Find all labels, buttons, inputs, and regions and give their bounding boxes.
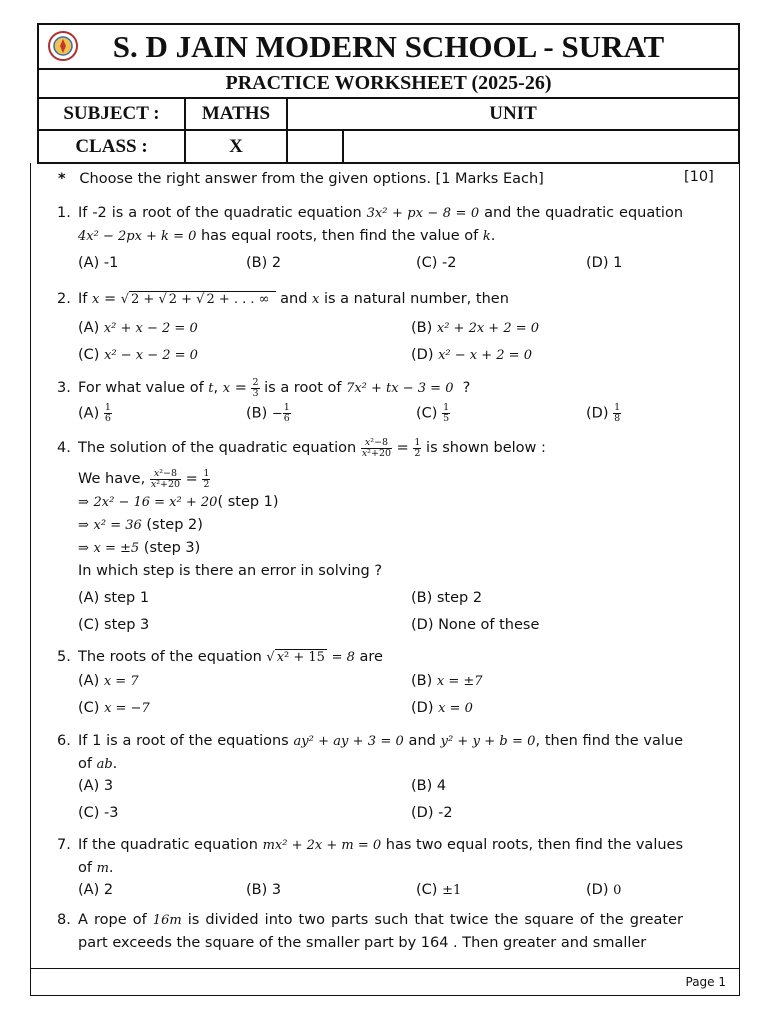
question-5 bbox=[57, 646, 683, 669]
question-number: 3. bbox=[57, 380, 71, 396]
worksheet-title: PRACTICE WORKSHEET (2025-26) bbox=[38, 69, 739, 98]
option-b[interactable]: (B) 2 bbox=[246, 255, 282, 271]
question-text: If x = √ 2 + √ 2 + √ 2 + . . . ∞ and x is a natural number, then bbox=[78, 291, 509, 307]
class-value: X bbox=[185, 130, 287, 163]
option-c[interactable]: (C) -3 bbox=[78, 805, 119, 821]
option-b[interactable]: (B) step 2 bbox=[411, 590, 483, 606]
option-d[interactable]: (D) -2 bbox=[411, 805, 453, 821]
question-number: 6. bbox=[57, 733, 71, 749]
option-d[interactable]: (D) $\frac{1}{8}$ bbox=[586, 402, 621, 424]
option-d[interactable]: (D) 0 bbox=[586, 882, 622, 898]
option-b[interactable]: (B) 4 bbox=[411, 778, 447, 794]
step-intro: We have, $\frac{\text{x²−8}}{\text{x²+20}}$ = $\frac{1}{2}$ bbox=[78, 467, 210, 490]
question-number: 5. bbox=[57, 649, 71, 665]
class-label: CLASS : bbox=[38, 130, 185, 163]
footer-divider bbox=[30, 968, 740, 969]
header-table bbox=[37, 23, 740, 164]
question-8 bbox=[57, 909, 683, 954]
question-1 bbox=[57, 202, 683, 248]
school-logo-icon bbox=[47, 30, 79, 62]
question-text: The roots of the equation √ x² + 15 = 8 are bbox=[78, 649, 383, 665]
subject-label: SUBJECT : bbox=[38, 98, 185, 130]
option-a[interactable]: (A) -1 bbox=[78, 255, 119, 271]
question-7 bbox=[57, 834, 683, 880]
instruction bbox=[58, 171, 544, 187]
question-3 bbox=[57, 377, 683, 400]
option-b[interactable]: (B) 3 bbox=[246, 882, 282, 898]
option-b[interactable]: (B) − $\frac{1}{6}$ bbox=[246, 402, 290, 424]
question-number: 1. bbox=[57, 205, 71, 221]
option-a[interactable]: (A) 3 bbox=[78, 778, 114, 794]
question-number: 4. bbox=[57, 440, 71, 456]
option-c[interactable]: (C) step 3 bbox=[78, 617, 150, 633]
step-2: ⇒ x² = 36 (step 2) bbox=[78, 517, 203, 533]
unit-label: UNIT bbox=[287, 98, 739, 130]
option-d[interactable]: (D) None of these bbox=[411, 617, 540, 633]
instruction-text: Choose the right answer from the given options. [1 Marks Each] bbox=[79, 171, 544, 187]
school-name: S. D JAIN MODERN SCHOOL - SURAT bbox=[112, 28, 665, 64]
school-name-cell bbox=[38, 24, 739, 69]
question-text: If -2 is a root of the quadratic equation 3x² + px − 8 = 0 and the quadratic equation 4x² − 2px + k = 0 has equal roots, then find the value of k. bbox=[78, 205, 684, 244]
question-number: 7. bbox=[57, 837, 71, 853]
step-3: ⇒ x = ±5 (step 3) bbox=[78, 540, 201, 556]
option-d[interactable]: (D) 1 bbox=[586, 255, 623, 271]
option-d[interactable]: (D) x = 0 bbox=[411, 700, 473, 716]
option-a[interactable]: (A) step 1 bbox=[78, 590, 150, 606]
option-a[interactable]: (A) $\frac{1}{6}$ bbox=[78, 402, 111, 424]
option-c[interactable]: (C) $\frac{1}{5}$ bbox=[416, 402, 450, 424]
option-a[interactable]: (A) x² + x − 2 = 0 bbox=[78, 320, 198, 336]
option-d[interactable]: (D) x² − x + 2 = 0 bbox=[411, 347, 532, 363]
option-c[interactable]: (C) ±1 bbox=[416, 882, 462, 898]
question-text: The solution of the quadratic equation $\frac{\text{x²−8}}{\text{x²+20}}$ = $\frac{1}{2}$ is shown below : bbox=[78, 436, 546, 459]
option-b[interactable]: (B) x = ±7 bbox=[411, 673, 483, 689]
question-number: 2. bbox=[57, 291, 71, 307]
question-6 bbox=[57, 730, 683, 776]
option-c[interactable]: (C) x = −7 bbox=[78, 700, 150, 716]
step-question: In which step is there an error in solving ? bbox=[78, 563, 383, 579]
question-text: If 1 is a root of the equations ay² + ay + 3 = 0 and y² + y + b = 0, then find the value of ab. bbox=[78, 733, 684, 772]
step-1: ⇒ 2x² − 16 = x² + 20( step 1) bbox=[78, 494, 279, 510]
section-marks: [10] bbox=[684, 169, 714, 185]
question-number: 8. bbox=[57, 912, 71, 928]
question-4 bbox=[57, 437, 683, 459]
option-a[interactable]: (A) 2 bbox=[78, 882, 114, 898]
question-text: If the quadratic equation mx² + 2x + m = 0 has two equal roots, then find the values of m. bbox=[78, 837, 684, 876]
option-c[interactable]: (C) -2 bbox=[416, 255, 457, 271]
question-2 bbox=[57, 288, 683, 311]
question-4-working bbox=[57, 468, 683, 583]
option-b[interactable]: (B) x² + 2x + 2 = 0 bbox=[411, 320, 540, 336]
unit-value-cell bbox=[343, 130, 739, 163]
question-text: For what value of t, x = $\frac{2}{3}$ is a root of 7x² + tx − 3 = 0 ? bbox=[78, 376, 471, 399]
unit-blank-cell bbox=[287, 130, 343, 163]
page-number: Page 1 bbox=[685, 975, 726, 989]
instruction-bullet: * bbox=[58, 171, 66, 187]
option-c[interactable]: (C) x² − x − 2 = 0 bbox=[78, 347, 198, 363]
option-a[interactable]: (A) x = 7 bbox=[78, 673, 139, 689]
question-text: A rope of 16m is divided into two parts such that twice the square of the greater part exceeds the square of the smaller part by 164 . Then greater and smaller bbox=[78, 912, 683, 951]
subject-value: MATHS bbox=[185, 98, 287, 130]
